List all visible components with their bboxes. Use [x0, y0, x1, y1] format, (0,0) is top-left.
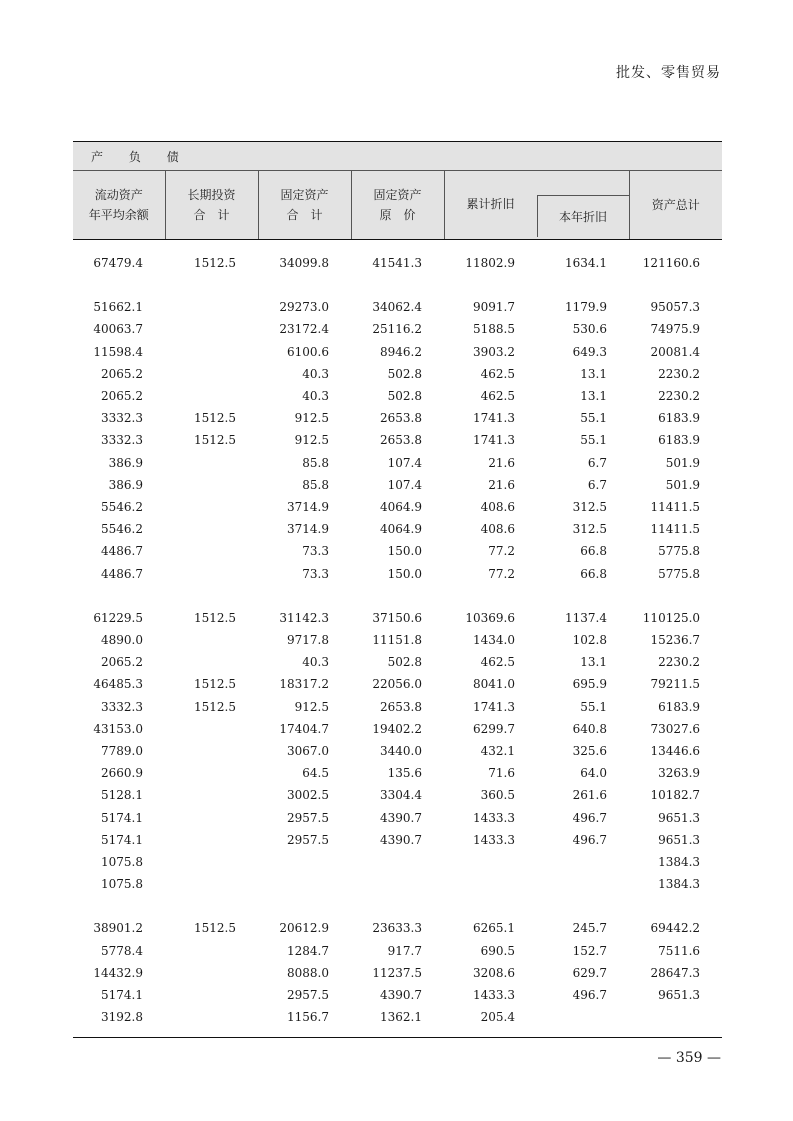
- table-cell: 4064.9: [380, 522, 422, 537]
- table-row: [73, 718, 722, 740]
- spacer-row: [73, 274, 722, 296]
- table-cell: 1156.7: [287, 1010, 329, 1025]
- table-cell: [165, 873, 258, 895]
- table-cell: [258, 851, 351, 873]
- section-header-char: 负: [128, 149, 141, 164]
- table-cell: 77.2: [488, 566, 515, 581]
- table-cell: 386.9: [108, 477, 143, 492]
- table-row: [73, 1006, 722, 1028]
- table-cell: 5775.8: [658, 544, 701, 559]
- table-row: [73, 940, 722, 962]
- table-cell: 5174.1: [101, 832, 143, 847]
- table-cell: 66.8: [580, 566, 607, 581]
- table-cell: 1075.8: [101, 855, 143, 870]
- table-row: [73, 740, 722, 762]
- table-cell: 6.7: [587, 455, 607, 470]
- page-number: — 359 —: [657, 1050, 721, 1066]
- column-header-row: [73, 171, 722, 240]
- table-cell: 4390.7: [380, 988, 422, 1003]
- table-cell: 150.0: [387, 544, 422, 559]
- table-cell: 695.9: [572, 677, 607, 692]
- table-cell: [165, 385, 258, 407]
- table-cell: 1075.8: [101, 877, 143, 892]
- running-head: 批发、零售贸易: [616, 65, 721, 81]
- table-cell: 55.1: [580, 433, 607, 448]
- table-cell: 6183.9: [658, 433, 701, 448]
- table-cell: 496.7: [572, 988, 607, 1003]
- table-row: [73, 363, 722, 385]
- table-cell: 6183.9: [658, 411, 701, 426]
- table-cell: [165, 762, 258, 784]
- table-cell: 432.1: [480, 744, 515, 759]
- table-cell: [165, 851, 258, 873]
- table-cell: 1433.3: [473, 988, 515, 1003]
- table-cell: 31142.3: [279, 610, 329, 625]
- table-cell: [165, 962, 258, 984]
- table-cell: 1512.5: [194, 699, 236, 714]
- table-cell: 261.6: [572, 788, 607, 803]
- table-cell: 20612.9: [279, 921, 329, 936]
- table-cell: 3714.9: [287, 500, 329, 515]
- table-cell: [165, 829, 258, 851]
- table-cell: 95057.3: [650, 300, 701, 315]
- table-cell: 502.8: [387, 655, 422, 670]
- table-row: [73, 540, 722, 562]
- table-cell: 3067.0: [287, 744, 329, 759]
- table-cell: 325.6: [572, 744, 607, 759]
- table-cell: 1384.3: [658, 877, 701, 892]
- table-cell: 34099.8: [279, 256, 329, 270]
- table-cell: 912.5: [294, 433, 329, 448]
- table-cell: 3208.6: [473, 965, 515, 980]
- table-cell: 66.8: [580, 544, 607, 559]
- table-cell: 629.7: [572, 965, 607, 980]
- table-cell: 408.6: [480, 500, 515, 515]
- table-cell: 3440.0: [380, 744, 422, 759]
- table-cell: [351, 873, 444, 895]
- table-body: [73, 240, 722, 1029]
- table-cell: 3332.3: [101, 433, 143, 448]
- table-row: [73, 452, 722, 474]
- table-cell: [351, 851, 444, 873]
- table-cell: 17404.7: [279, 721, 329, 736]
- section-header-row: [73, 142, 722, 171]
- table-cell: 2653.8: [380, 411, 422, 426]
- table-cell: 3903.2: [473, 344, 515, 359]
- table-cell: [165, 540, 258, 562]
- table-row: [73, 851, 722, 873]
- table-cell: 9091.7: [473, 300, 515, 315]
- column-header-fixed-assets-total: 固定资产 合 计: [258, 171, 351, 240]
- table-cell: 2957.5: [287, 988, 329, 1003]
- table-cell: 1512.5: [194, 677, 236, 692]
- bottom-rule: [73, 1037, 722, 1038]
- table-cell: 3304.4: [380, 788, 422, 803]
- table-cell: 18317.2: [279, 677, 329, 692]
- table-row: [73, 829, 722, 851]
- table-cell: 1179.9: [565, 300, 607, 315]
- table-cell: 10182.7: [650, 788, 701, 803]
- table-cell: 1433.3: [473, 832, 515, 847]
- table-cell: [165, 341, 258, 363]
- table-cell: 1741.3: [473, 433, 515, 448]
- table-cell: 912.5: [294, 699, 329, 714]
- table-cell: 462.5: [480, 389, 515, 404]
- table-cell: 2957.5: [287, 832, 329, 847]
- table-cell: 11237.5: [372, 965, 422, 980]
- table-cell: 496.7: [572, 832, 607, 847]
- table-cell: 501.9: [665, 455, 701, 470]
- table-cell: 5778.4: [101, 943, 143, 958]
- table-cell: [165, 784, 258, 806]
- table-cell: 11802.9: [465, 256, 515, 270]
- table-cell: 7789.0: [101, 744, 143, 759]
- table-cell: 2065.2: [101, 366, 143, 381]
- table-cell: [629, 1006, 722, 1028]
- table-cell: 1384.3: [658, 855, 701, 870]
- table-cell: 1512.5: [194, 256, 236, 270]
- table-cell: 1741.3: [473, 699, 515, 714]
- table-row: [73, 407, 722, 429]
- table-cell: 13.1: [580, 389, 607, 404]
- table-cell: 11411.5: [650, 522, 701, 537]
- table-cell: 8946.2: [380, 344, 422, 359]
- table-cell: [165, 496, 258, 518]
- table-cell: 102.8: [572, 633, 607, 648]
- table-cell: 8088.0: [287, 965, 329, 980]
- table-cell: 152.7: [572, 943, 607, 958]
- table-cell: 912.5: [294, 411, 329, 426]
- table-cell: [165, 518, 258, 540]
- table-cell: 2065.2: [101, 389, 143, 404]
- table-row: [73, 518, 722, 540]
- table-cell: 2230.2: [658, 655, 701, 670]
- table-cell: 41541.3: [372, 256, 422, 270]
- table-cell: 3714.9: [287, 522, 329, 537]
- table-row: [73, 240, 722, 275]
- table-cell: 1137.4: [565, 610, 607, 625]
- column-header-accumulated-depreciation: 累计折旧: [466, 197, 515, 211]
- table-cell: 121160.6: [642, 256, 701, 270]
- table-row: [73, 962, 722, 984]
- table-cell: [165, 563, 258, 585]
- table-cell: 1434.0: [473, 633, 515, 648]
- table-cell: 71.6: [488, 766, 515, 781]
- table-cell: 2957.5: [287, 810, 329, 825]
- table-cell: 79211.5: [650, 677, 701, 692]
- spacer-row: [73, 895, 722, 917]
- column-header-depreciation-group: [444, 171, 629, 240]
- table-cell: 40.3: [302, 366, 329, 381]
- table-cell: 5128.1: [101, 788, 143, 803]
- table-row: [73, 607, 722, 629]
- table-cell: 51662.1: [93, 300, 143, 315]
- table-cell: [444, 873, 537, 895]
- table-cell: 10369.6: [465, 610, 515, 625]
- table-cell: 2653.8: [380, 699, 422, 714]
- table-cell: 77.2: [488, 544, 515, 559]
- table-row: [73, 296, 722, 318]
- table-cell: [165, 452, 258, 474]
- table-row: [73, 474, 722, 496]
- table-cell: 1512.5: [194, 433, 236, 448]
- table-row: [73, 385, 722, 407]
- table-cell: 3332.3: [101, 411, 143, 426]
- table-cell: 5174.1: [101, 988, 143, 1003]
- table-cell: 386.9: [108, 455, 143, 470]
- table-cell: 6100.6: [287, 344, 329, 359]
- table-cell: 2230.2: [658, 366, 701, 381]
- spacer-cell: [73, 585, 722, 607]
- table-cell: [165, 718, 258, 740]
- table-cell: [165, 984, 258, 1006]
- table-cell: 21.6: [488, 455, 515, 470]
- table-cell: 501.9: [665, 477, 701, 492]
- table-cell: 1512.5: [194, 610, 236, 625]
- table-cell: 110125.0: [642, 610, 701, 625]
- table-row: [73, 563, 722, 585]
- table-cell: 19402.2: [372, 721, 422, 736]
- table-cell: 8041.0: [473, 677, 515, 692]
- table-cell: 1512.5: [194, 411, 236, 426]
- table-cell: 55.1: [580, 411, 607, 426]
- table-cell: 38901.2: [93, 921, 143, 936]
- spacer-cell: [73, 274, 722, 296]
- section-header: [73, 142, 722, 171]
- table-cell: 67479.4: [93, 256, 143, 270]
- table-cell: 6299.7: [473, 721, 515, 736]
- table-cell: 23633.3: [372, 921, 422, 936]
- table-cell: 462.5: [480, 655, 515, 670]
- table-cell: 2653.8: [380, 433, 422, 448]
- table-cell: 3192.8: [101, 1010, 143, 1025]
- table-cell: 135.6: [387, 766, 422, 781]
- table-cell: 73.3: [302, 566, 329, 581]
- table-cell: 2660.9: [101, 766, 143, 781]
- table-row: [73, 429, 722, 451]
- table-cell: 150.0: [387, 566, 422, 581]
- table-cell: 11411.5: [650, 500, 701, 515]
- table-cell: 2230.2: [658, 389, 701, 404]
- table-cell: 1512.5: [194, 921, 236, 936]
- table-cell: 502.8: [387, 389, 422, 404]
- table-cell: 502.8: [387, 366, 422, 381]
- table-cell: 13.1: [580, 366, 607, 381]
- column-header-total-assets: 资产总计: [629, 171, 722, 240]
- table-cell: 917.7: [387, 943, 422, 958]
- table-cell: 43153.0: [93, 721, 143, 736]
- table-row: [73, 651, 722, 673]
- table-cell: 13.1: [580, 655, 607, 670]
- table-cell: 40063.7: [93, 322, 143, 337]
- table-cell: 408.6: [480, 522, 515, 537]
- table-cell: 64.0: [580, 766, 607, 781]
- table-cell: 85.8: [302, 455, 329, 470]
- table-cell: 360.5: [480, 788, 515, 803]
- table-cell: 29273.0: [279, 300, 329, 315]
- column-header-current-assets: 流动资产 年平均余额: [73, 171, 165, 240]
- table-cell: 22056.0: [372, 677, 422, 692]
- table-cell: 5775.8: [658, 566, 701, 581]
- table-cell: 312.5: [572, 500, 607, 515]
- table-cell: 1741.3: [473, 411, 515, 426]
- table-cell: 40.3: [302, 655, 329, 670]
- table-cell: 245.7: [572, 921, 607, 936]
- table-row: [73, 318, 722, 340]
- table-cell: 3002.5: [287, 788, 329, 803]
- table-row: [73, 873, 722, 895]
- table-cell: 4890.0: [101, 633, 143, 648]
- table-cell: 6265.1: [473, 921, 515, 936]
- table-row: [73, 784, 722, 806]
- table-cell: [165, 740, 258, 762]
- table-cell: 64.5: [302, 766, 329, 781]
- table-row: [73, 917, 722, 939]
- table-cell: 15236.7: [650, 633, 701, 648]
- table-row: [73, 629, 722, 651]
- table-cell: [537, 1006, 629, 1028]
- table-cell: 73.3: [302, 544, 329, 559]
- table-cell: 28647.3: [650, 965, 701, 980]
- column-header-long-term-investment: 长期投资 合 计: [165, 171, 258, 240]
- table-cell: 14432.9: [93, 965, 143, 980]
- table-cell: 4486.7: [101, 544, 143, 559]
- table-cell: 2065.2: [101, 655, 143, 670]
- table-cell: 3332.3: [101, 699, 143, 714]
- table-row: [73, 762, 722, 784]
- table-cell: 6183.9: [658, 699, 701, 714]
- table-row: [73, 984, 722, 1006]
- table-cell: [165, 363, 258, 385]
- table-cell: 74975.9: [650, 322, 701, 337]
- table-cell: 13446.6: [650, 744, 701, 759]
- table-cell: 690.5: [480, 943, 515, 958]
- table-cell: 4064.9: [380, 500, 422, 515]
- table-cell: [537, 851, 629, 873]
- table-cell: 3263.9: [658, 766, 701, 781]
- section-header-char: 产: [91, 149, 104, 164]
- table-cell: 1634.1: [565, 256, 607, 270]
- table-cell: 6.7: [587, 477, 607, 492]
- table-cell: 85.8: [302, 477, 329, 492]
- table-cell: [165, 1006, 258, 1028]
- table-cell: [165, 807, 258, 829]
- table-cell: 46485.3: [93, 677, 143, 692]
- table-cell: 4390.7: [380, 832, 422, 847]
- table-cell: 69442.2: [650, 921, 701, 936]
- statistics-table: [73, 141, 722, 1029]
- table-cell: 7511.6: [658, 943, 701, 958]
- table-cell: 11151.8: [372, 633, 422, 648]
- table-cell: 107.4: [387, 455, 422, 470]
- table-cell: [165, 940, 258, 962]
- table-cell: 5546.2: [101, 522, 143, 537]
- table-cell: [165, 296, 258, 318]
- table-cell: 496.7: [572, 810, 607, 825]
- table-cell: [258, 873, 351, 895]
- table-cell: 5188.5: [473, 322, 515, 337]
- table-cell: 9651.3: [658, 832, 701, 847]
- spacer-row: [73, 585, 722, 607]
- column-header-current-year-depreciation: 本年折旧: [537, 195, 629, 237]
- spacer-cell: [73, 895, 722, 917]
- table-cell: [165, 651, 258, 673]
- table-cell: 9717.8: [287, 633, 329, 648]
- table-cell: [165, 474, 258, 496]
- column-header-fixed-assets-original: 固定资产 原 价: [351, 171, 444, 240]
- table-cell: 11598.4: [93, 344, 143, 359]
- table-cell: 1433.3: [473, 810, 515, 825]
- table-cell: 23172.4: [279, 322, 329, 337]
- table-cell: 40.3: [302, 389, 329, 404]
- table-cell: 73027.6: [650, 721, 701, 736]
- table-cell: [444, 851, 537, 873]
- table-cell: 5174.1: [101, 810, 143, 825]
- table-row: [73, 807, 722, 829]
- table-cell: 55.1: [580, 699, 607, 714]
- table-row: [73, 696, 722, 718]
- table-cell: 1284.7: [287, 943, 329, 958]
- table-cell: [165, 318, 258, 340]
- table-row: [73, 341, 722, 363]
- table-cell: 205.4: [480, 1010, 515, 1025]
- table-cell: 4486.7: [101, 566, 143, 581]
- table-cell: 5546.2: [101, 500, 143, 515]
- table-row: [73, 496, 722, 518]
- table-cell: 34062.4: [372, 300, 422, 315]
- table-cell: 649.3: [572, 344, 607, 359]
- table-cell: 1362.1: [380, 1010, 422, 1025]
- table-cell: 21.6: [488, 477, 515, 492]
- table-cell: 61229.5: [93, 610, 143, 625]
- table-cell: 4390.7: [380, 810, 422, 825]
- table-row: [73, 673, 722, 695]
- table-cell: 9651.3: [658, 988, 701, 1003]
- section-header-char: 债: [166, 149, 179, 164]
- table-cell: 462.5: [480, 366, 515, 381]
- table-cell: 107.4: [387, 477, 422, 492]
- table-cell: 25116.2: [372, 322, 422, 337]
- table-cell: [537, 873, 629, 895]
- table-cell: [165, 629, 258, 651]
- table-cell: 530.6: [572, 322, 607, 337]
- table-cell: 312.5: [572, 522, 607, 537]
- table-cell: 9651.3: [658, 810, 701, 825]
- table-cell: 37150.6: [372, 610, 422, 625]
- table-cell: 20081.4: [650, 344, 701, 359]
- table-cell: 640.8: [572, 721, 607, 736]
